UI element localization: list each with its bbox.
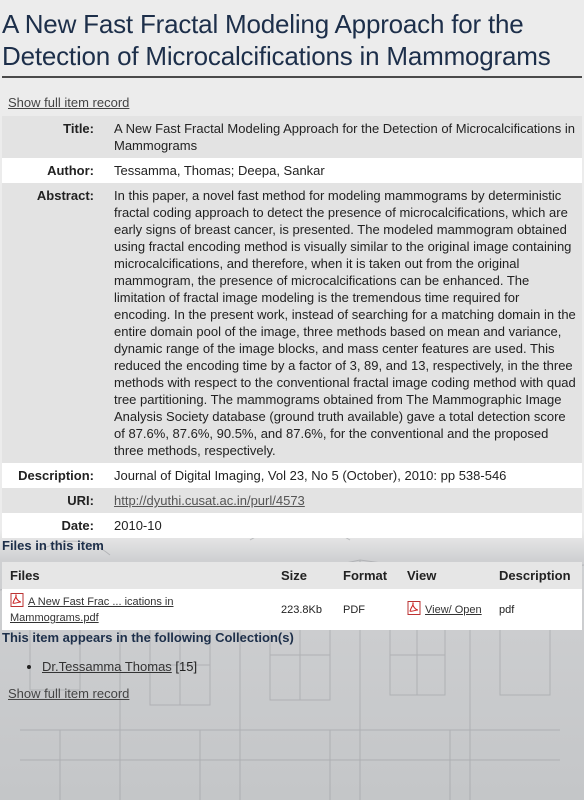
file-description: pdf [491, 589, 582, 630]
files-heading: Files in this item [2, 538, 104, 553]
uri-label: URI: [2, 488, 108, 513]
files-col-description: Description [491, 562, 582, 589]
files-header-row [2, 562, 582, 589]
files-col-files: Files [2, 562, 273, 589]
author-label: Author: [2, 158, 108, 183]
file-size: 223.8Kb [273, 589, 335, 630]
uri-value [108, 488, 582, 513]
show-full-record-bottom [0, 674, 584, 713]
files-col-view: View [399, 562, 491, 589]
collection-link[interactable]: Dr.Tessamma Thomas [42, 659, 172, 674]
file-name-cell [2, 589, 273, 630]
page-title: A New Fast Fractal Modeling Approach for the Detection of Microcalcifications in Mammograms [2, 9, 551, 71]
file-format: PDF [335, 589, 399, 630]
collections-heading: This item appears in the following Collection(s) [2, 630, 294, 645]
metadata-row-date [2, 513, 582, 538]
uri-link[interactable]: http://dyuthi.cusat.ac.in/purl/4573 [114, 493, 305, 508]
files-col-format: Format [335, 562, 399, 589]
date-label: Date: [2, 513, 108, 538]
pdf-icon [407, 601, 421, 615]
description-value: Journal of Digital Imaging, Vol 23, No 5 (October), 2010: pp 538-546 [108, 463, 582, 488]
metadata-row-description [2, 463, 582, 488]
metadata-row-author [2, 158, 582, 183]
pdf-icon [10, 593, 24, 607]
date-value: 2010-10 [108, 513, 582, 538]
metadata-row-title [2, 116, 582, 158]
files-table [2, 562, 582, 630]
file-row [2, 589, 582, 630]
show-full-record-link[interactable]: Show full item record [8, 95, 130, 110]
abstract-value: In this paper, a novel fast method for modeling mammograms by deterministic fractal coding approach to detect the presence of microcalcifications, which are early signs of breast cancer, is presented. The modeled mammogram obtained using fractal encoding method is visually similar to the original image containing microcalcifications, and therefore, when it is taken out from the original mammogram, the presence of microcalcifications can be enhanced. The limitation of fractal image modeling is the tremendous time required for encoding. In the present work, instead of searching for a matching domain in the entire domain pool of the image, three methods based on mean and variance, dynamic range of the image blocks, and mass center features are used. This reduced the encoding time by a factor of 3, 89, and 13, respectively, in the three methods with respect to the conventional fractal image coding method with quad tree partitioning. The mammograms obtained from The Mammographic Image Analysis Society database (ground truth available) gave a total detection score of 87.6%, 87.6%, 90.5%, and 87.6%, for the conventional and the proposed three methods, respectively. [108, 183, 582, 463]
show-full-record-top [0, 78, 584, 116]
description-label: Description: [2, 463, 108, 488]
file-download-link[interactable]: A New Fast Frac ... ications in Mammograms.pdf [10, 596, 174, 624]
metadata-row-abstract [2, 183, 582, 463]
metadata-row-uri [2, 488, 582, 513]
file-view-open-link[interactable]: View/ Open [425, 604, 482, 616]
metadata-table [2, 116, 582, 538]
show-full-record-link[interactable]: Show full item record [8, 686, 130, 701]
collection-count: [15] [175, 659, 198, 674]
title-label: Title: [2, 116, 108, 158]
list-item [42, 659, 584, 674]
collections-list [0, 659, 584, 674]
file-view-cell [399, 589, 491, 630]
author-value: Tessamma, Thomas; Deepa, Sankar [108, 158, 582, 183]
abstract-label: Abstract: [2, 183, 108, 463]
files-col-size: Size [273, 562, 335, 589]
title-value: A New Fast Fractal Modeling Approach for the Detection of Microcalcifications in Mammograms [108, 116, 582, 158]
